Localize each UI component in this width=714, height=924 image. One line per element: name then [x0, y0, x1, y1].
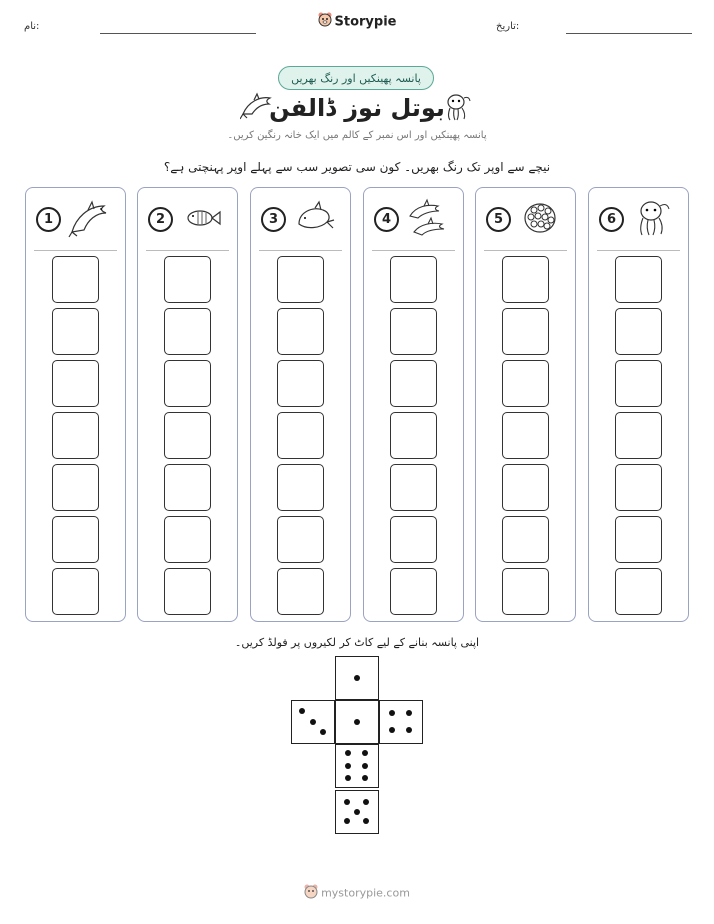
dice-instruction: اپنی پانسہ بنانے کے لیے کاٹ کر لکیروں پر فولڈ کریں۔ [234, 636, 480, 649]
column-3 [250, 187, 351, 622]
column-number: 5 [486, 207, 511, 232]
dice-face-3 [291, 700, 335, 744]
color-box[interactable] [277, 308, 324, 355]
dice-pip [345, 775, 351, 781]
brand-name: Storypie [334, 14, 397, 30]
color-box[interactable] [277, 568, 324, 615]
dice-pip [362, 763, 368, 769]
color-box[interactable] [277, 412, 324, 459]
color-box[interactable] [390, 464, 437, 511]
dice-pip [345, 763, 351, 769]
dice-pip [310, 719, 316, 725]
dice-pip [354, 719, 360, 725]
dice-face-5 [335, 790, 379, 834]
dice-pip [354, 675, 360, 681]
footer [0, 884, 714, 903]
color-box[interactable] [164, 256, 211, 303]
color-box[interactable] [52, 360, 99, 407]
color-box[interactable] [615, 308, 662, 355]
color-box[interactable] [390, 568, 437, 615]
column-number: 3 [261, 207, 286, 232]
color-box[interactable] [615, 464, 662, 511]
dice-face-1 [335, 700, 379, 744]
color-box[interactable] [52, 516, 99, 563]
color-box[interactable] [390, 360, 437, 407]
column-2 [137, 187, 238, 622]
color-box[interactable] [277, 360, 324, 407]
color-box[interactable] [502, 308, 549, 355]
column-divider [259, 250, 342, 251]
color-box[interactable] [164, 308, 211, 355]
color-box[interactable] [390, 516, 437, 563]
dice-pip [344, 818, 350, 824]
dice-pip [363, 799, 369, 805]
color-box[interactable] [52, 412, 99, 459]
column-number: 4 [374, 207, 399, 232]
color-box[interactable] [164, 412, 211, 459]
baby-dolphin-icon [293, 198, 337, 238]
dice-pip [363, 818, 369, 824]
dice-face-6 [335, 744, 379, 788]
column-divider [484, 250, 567, 251]
name-label: نام: [24, 21, 40, 32]
dice-face-1 [335, 656, 379, 700]
dice-pip [354, 809, 360, 815]
column-1 [25, 187, 126, 622]
footer-url[interactable]: mystorypie.com [321, 886, 410, 900]
column-number: 2 [148, 207, 173, 232]
color-box[interactable] [390, 412, 437, 459]
color-box[interactable] [390, 308, 437, 355]
page-title: بوتل نوز ڈالفن [269, 94, 445, 122]
color-box[interactable] [502, 360, 549, 407]
column-divider [597, 250, 680, 251]
color-box[interactable] [502, 464, 549, 511]
color-box[interactable] [52, 308, 99, 355]
color-box[interactable] [277, 516, 324, 563]
dice-face-4 [379, 700, 423, 744]
squid-icon [631, 198, 675, 238]
dice-pip [362, 775, 368, 781]
color-box[interactable] [502, 516, 549, 563]
color-box[interactable] [615, 256, 662, 303]
dice-pip [389, 710, 395, 716]
dolphin-pair-icon [406, 198, 450, 238]
squid-icon [442, 92, 472, 122]
color-box[interactable] [277, 256, 324, 303]
dice-pip [362, 750, 368, 756]
color-box[interactable] [164, 516, 211, 563]
dice-pip [389, 727, 395, 733]
storypie-bear-icon [318, 12, 332, 32]
column-4 [363, 187, 464, 622]
dice-pip [299, 708, 305, 714]
dice-pip [345, 750, 351, 756]
dice-pip [406, 727, 412, 733]
date-line[interactable] [566, 33, 692, 34]
color-box[interactable] [502, 256, 549, 303]
question-text: نیچے سے اوپر تک رنگ بھریں۔ کون سی تصویر سب سے پہلے اوپر پہنچتی ہے؟ [163, 160, 551, 174]
color-box[interactable] [164, 360, 211, 407]
color-box[interactable] [502, 568, 549, 615]
column-divider [372, 250, 455, 251]
eggs-icon [518, 198, 562, 238]
color-box[interactable] [164, 464, 211, 511]
activity-pill: پانسہ پھینکیں اور رنگ بھریں [278, 66, 434, 90]
dice-pip [406, 710, 412, 716]
column-divider [146, 250, 229, 251]
color-box[interactable] [615, 516, 662, 563]
color-box[interactable] [52, 568, 99, 615]
color-box[interactable] [277, 464, 324, 511]
column-divider [34, 250, 117, 251]
color-box[interactable] [502, 412, 549, 459]
footer-bear-icon [304, 884, 318, 903]
dice-pip [320, 729, 326, 735]
column-6 [588, 187, 689, 622]
fish-icon [180, 198, 224, 238]
column-number: 1 [36, 207, 61, 232]
color-box[interactable] [390, 256, 437, 303]
color-box[interactable] [615, 412, 662, 459]
brand-logo [0, 12, 714, 32]
page-subtitle: پانسہ پھینکیں اور اس نمبر کے کالم میں ایک خانہ رنگین کریں۔ [227, 130, 487, 141]
column-number: 6 [599, 207, 624, 232]
color-box[interactable] [52, 256, 99, 303]
column-5 [475, 187, 576, 622]
color-box[interactable] [615, 568, 662, 615]
name-line[interactable] [100, 33, 256, 34]
dice-pip [344, 799, 350, 805]
dolphin-icon [68, 198, 112, 238]
date-label: تاریخ: [496, 21, 520, 32]
color-box[interactable] [615, 360, 662, 407]
color-box[interactable] [164, 568, 211, 615]
color-box[interactable] [52, 464, 99, 511]
